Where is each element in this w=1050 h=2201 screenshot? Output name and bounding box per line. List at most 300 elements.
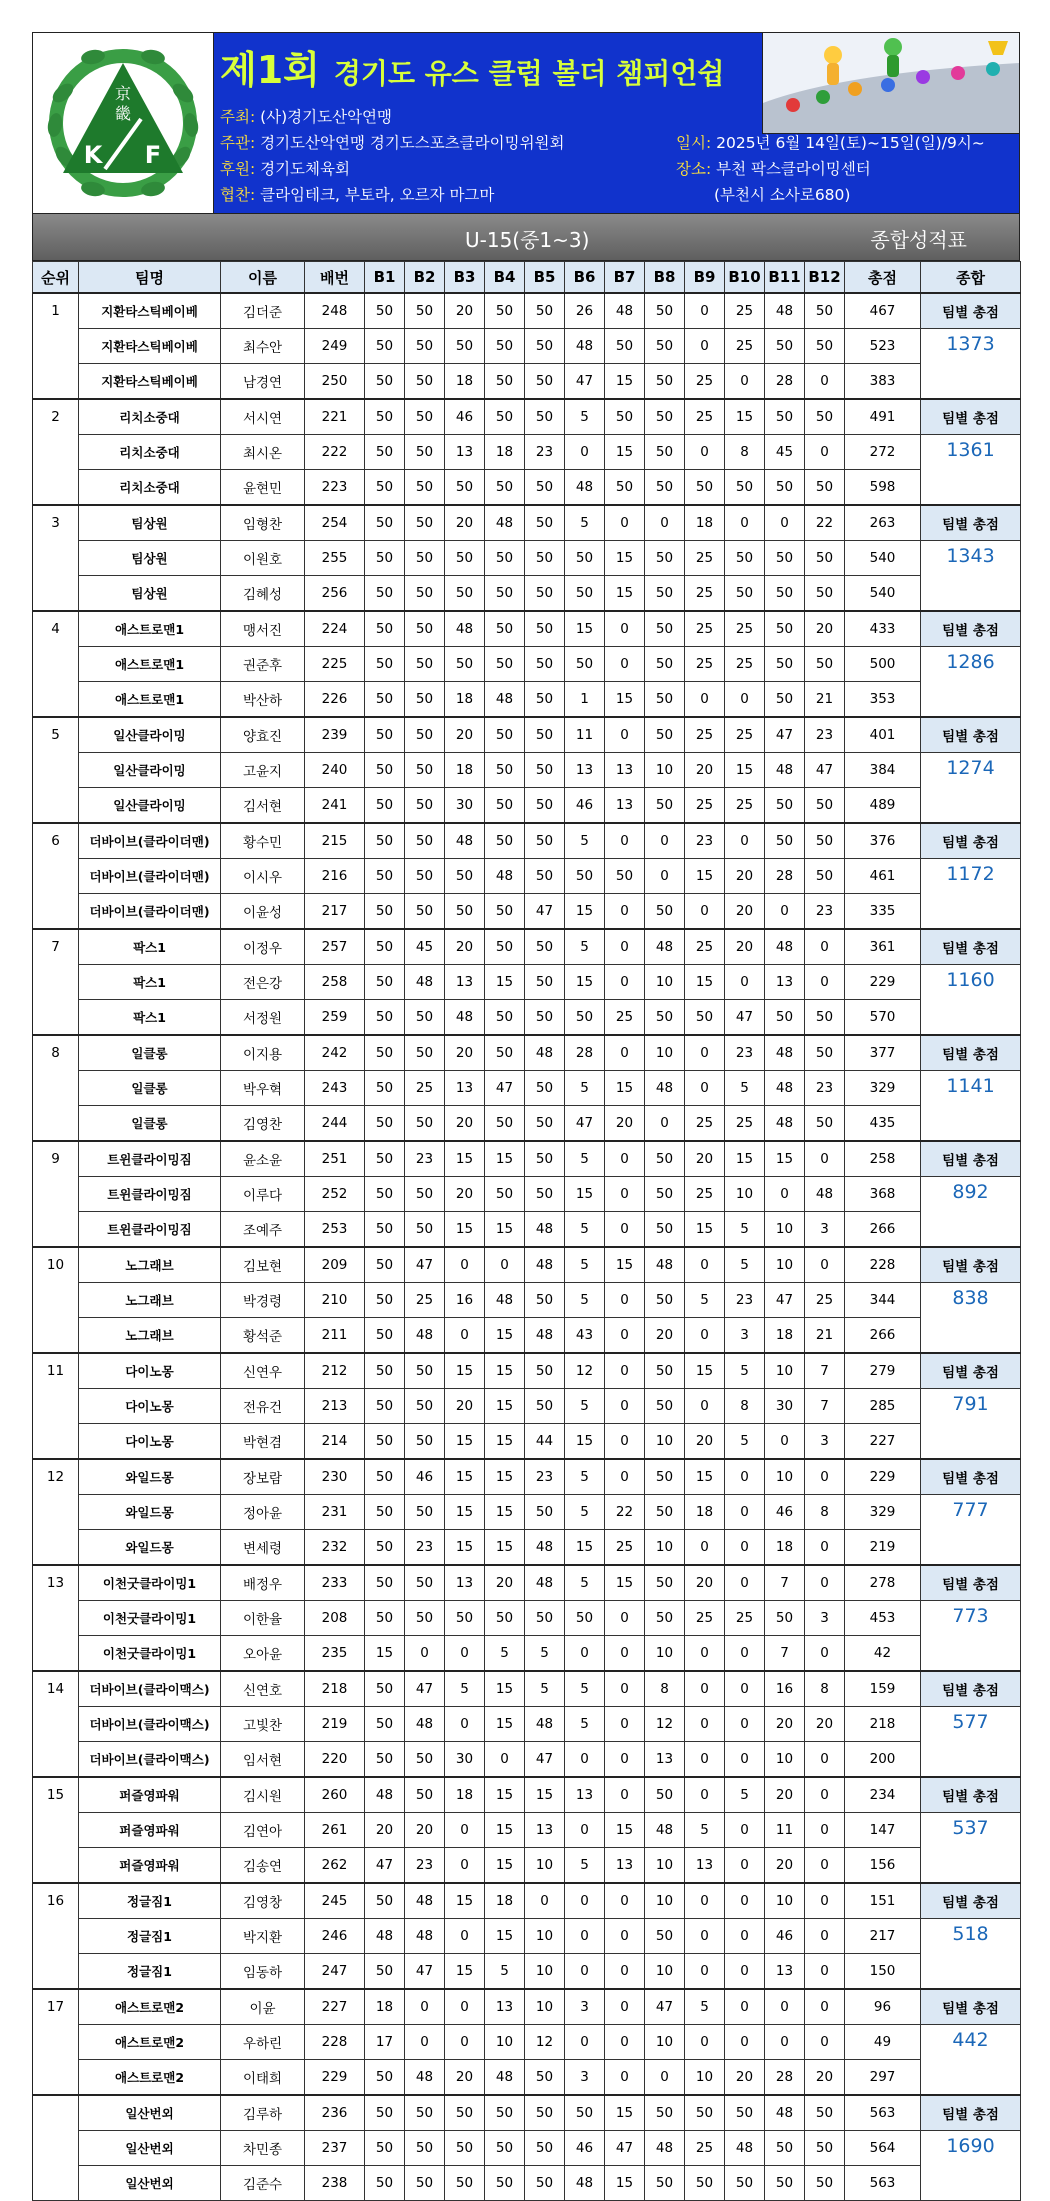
boulder-score-cell: 23 bbox=[405, 1141, 445, 1177]
boulder-score-cell: 5 bbox=[685, 1283, 725, 1318]
boulder-score-cell: 50 bbox=[365, 541, 405, 576]
boulder-score-cell: 50 bbox=[805, 1035, 845, 1071]
boulder-score-cell: 0 bbox=[805, 929, 845, 965]
bib-cell: 218 bbox=[305, 1671, 365, 1707]
boulder-score-cell: 0 bbox=[805, 1989, 845, 2025]
team-name-cell: 일산클라이밍 bbox=[79, 788, 221, 824]
athlete-total-cell: 218 bbox=[845, 1707, 921, 1742]
boulder-score-cell: 0 bbox=[805, 1530, 845, 1566]
boulder-score-cell: 50 bbox=[365, 1212, 405, 1248]
athlete-total-cell: 383 bbox=[845, 364, 921, 400]
athlete-name-cell: 황수민 bbox=[221, 823, 305, 859]
boulder-score-cell: 20 bbox=[685, 1141, 725, 1177]
boulder-score-cell: 15 bbox=[605, 435, 645, 470]
boulder-score-cell: 50 bbox=[365, 1424, 405, 1460]
boulder-score-cell: 0 bbox=[605, 717, 645, 753]
boulder-score-cell: 25 bbox=[725, 717, 765, 753]
boulder-score-cell: 0 bbox=[685, 293, 725, 329]
report-title: 종합성적표 bbox=[870, 228, 967, 252]
boulder-score-cell: 50 bbox=[685, 1000, 725, 1036]
boulder-score-cell: 50 bbox=[645, 470, 685, 506]
boulder-score-cell: 50 bbox=[805, 2131, 845, 2166]
column-header: B7 bbox=[605, 262, 645, 294]
athlete-total-cell: 150 bbox=[845, 1954, 921, 1990]
boulder-score-cell: 50 bbox=[645, 1919, 685, 1954]
team-name-cell: 퍼즐영파워 bbox=[79, 1777, 221, 1813]
boulder-score-cell: 50 bbox=[725, 2095, 765, 2131]
boulder-score-cell: 50 bbox=[405, 1106, 445, 1142]
athlete-total-cell: 229 bbox=[845, 1459, 921, 1495]
team-name-cell: 퍼즐영파워 bbox=[79, 1848, 221, 1884]
team-name-cell: 팍스1 bbox=[79, 929, 221, 965]
boulder-score-cell: 20 bbox=[445, 1106, 485, 1142]
boulder-score-cell: 12 bbox=[645, 1707, 685, 1742]
boulder-score-cell: 20 bbox=[365, 1813, 405, 1848]
team-name-cell: 일산번외 bbox=[79, 2095, 221, 2131]
boulder-score-cell: 50 bbox=[485, 1177, 525, 1212]
boulder-score-cell: 50 bbox=[525, 2131, 565, 2166]
boulder-score-cell: 5 bbox=[565, 1141, 605, 1177]
boulder-score-cell: 15 bbox=[445, 1353, 485, 1389]
boulder-score-cell: 15 bbox=[485, 1141, 525, 1177]
team-name-cell: 더바이브(클라이더맨) bbox=[79, 823, 221, 859]
boulder-score-cell: 20 bbox=[445, 929, 485, 965]
team-name-cell: 노그래브 bbox=[79, 1318, 221, 1354]
boulder-score-cell: 50 bbox=[805, 859, 845, 894]
bib-cell: 214 bbox=[305, 1424, 365, 1460]
boulder-score-cell: 48 bbox=[525, 1318, 565, 1354]
boulder-score-cell: 50 bbox=[405, 1389, 445, 1424]
boulder-score-cell: 0 bbox=[685, 1318, 725, 1354]
boulder-score-cell: 20 bbox=[445, 2060, 485, 2096]
team-total-label: 팀별 총점 bbox=[921, 1353, 1021, 1389]
boulder-score-cell: 25 bbox=[685, 364, 725, 400]
team-name-cell: 애스트로맨1 bbox=[79, 611, 221, 647]
boulder-score-cell: 50 bbox=[485, 329, 525, 364]
boulder-score-cell: 0 bbox=[605, 1459, 645, 1495]
team-name-cell: 이천굿클라이밍1 bbox=[79, 1601, 221, 1636]
boulder-score-cell: 50 bbox=[405, 2131, 445, 2166]
boulder-score-cell: 47 bbox=[765, 717, 805, 753]
boulder-score-cell: 10 bbox=[645, 965, 685, 1000]
boulder-score-cell: 0 bbox=[765, 1989, 805, 2025]
sponsor-line bbox=[220, 157, 350, 179]
table-row bbox=[33, 788, 1021, 824]
boulder-score-cell: 25 bbox=[685, 788, 725, 824]
boulder-score-cell: 15 bbox=[485, 1919, 525, 1954]
athlete-name-cell: 신연우 bbox=[221, 1353, 305, 1389]
boulder-score-cell: 0 bbox=[605, 1707, 645, 1742]
boulder-score-cell: 25 bbox=[605, 1530, 645, 1566]
boulder-score-cell: 15 bbox=[685, 965, 725, 1000]
team-name-cell: 일클롱 bbox=[79, 1035, 221, 1071]
boulder-score-cell: 50 bbox=[445, 859, 485, 894]
boulder-score-cell: 0 bbox=[805, 1848, 845, 1884]
boulder-score-cell: 50 bbox=[445, 470, 485, 506]
boulder-score-cell: 18 bbox=[445, 1777, 485, 1813]
boulder-score-cell: 47 bbox=[765, 1283, 805, 1318]
boulder-score-cell: 0 bbox=[765, 2025, 805, 2060]
table-row bbox=[33, 717, 1021, 753]
team-total-label: 팀별 총점 bbox=[921, 1141, 1021, 1177]
boulder-score-cell: 50 bbox=[485, 788, 525, 824]
boulder-score-cell: 10 bbox=[765, 1883, 805, 1919]
boulder-score-cell: 15 bbox=[485, 1671, 525, 1707]
boulder-score-cell: 18 bbox=[445, 364, 485, 400]
team-total-value: 1274 bbox=[921, 753, 1021, 824]
boulder-score-cell: 20 bbox=[445, 1389, 485, 1424]
boulder-score-cell: 5 bbox=[565, 1283, 605, 1318]
table-row bbox=[33, 1106, 1021, 1142]
column-header: B2 bbox=[405, 262, 445, 294]
boulder-score-cell: 5 bbox=[565, 1247, 605, 1283]
athlete-name-cell: 박지환 bbox=[221, 1919, 305, 1954]
boulder-score-cell: 15 bbox=[725, 753, 765, 788]
team-total-label: 팀별 총점 bbox=[921, 1671, 1021, 1707]
boulder-score-cell: 50 bbox=[405, 435, 445, 470]
boulder-score-cell: 0 bbox=[405, 1989, 445, 2025]
boulder-score-cell: 50 bbox=[645, 2095, 685, 2131]
boulder-score-cell: 23 bbox=[725, 1035, 765, 1071]
boulder-score-cell: 0 bbox=[685, 329, 725, 364]
boulder-score-cell: 0 bbox=[805, 1565, 845, 1601]
boulder-score-cell: 21 bbox=[805, 1318, 845, 1354]
boulder-score-cell: 50 bbox=[365, 717, 405, 753]
boulder-score-cell: 0 bbox=[485, 1247, 525, 1283]
boulder-score-cell: 25 bbox=[725, 647, 765, 682]
boulder-score-cell: 0 bbox=[725, 1883, 765, 1919]
boulder-score-cell: 0 bbox=[685, 1071, 725, 1106]
boulder-score-cell: 50 bbox=[485, 1601, 525, 1636]
athlete-total-cell: 500 bbox=[845, 647, 921, 682]
boulder-score-cell: 0 bbox=[805, 1813, 845, 1848]
boulder-score-cell: 50 bbox=[765, 823, 805, 859]
boulder-score-cell: 15 bbox=[565, 1177, 605, 1212]
boulder-score-cell: 50 bbox=[365, 1177, 405, 1212]
boulder-score-cell: 0 bbox=[605, 1035, 645, 1071]
boulder-score-cell: 50 bbox=[365, 894, 405, 930]
boulder-score-cell: 50 bbox=[525, 2095, 565, 2131]
boulder-score-cell: 50 bbox=[485, 576, 525, 612]
boulder-score-cell: 50 bbox=[765, 611, 805, 647]
team-total-value: 1361 bbox=[921, 435, 1021, 506]
boulder-score-cell: 50 bbox=[365, 1459, 405, 1495]
boulder-score-cell: 23 bbox=[405, 1848, 445, 1884]
boulder-score-cell: 25 bbox=[405, 1283, 445, 1318]
team-name-cell: 애스트로맨2 bbox=[79, 1989, 221, 2025]
boulder-score-cell: 50 bbox=[645, 1777, 685, 1813]
boulder-score-cell: 50 bbox=[365, 1389, 405, 1424]
table-row bbox=[33, 2166, 1021, 2201]
boulder-score-cell: 28 bbox=[765, 364, 805, 400]
athlete-name-cell: 서시연 bbox=[221, 399, 305, 435]
athlete-name-cell: 황석준 bbox=[221, 1318, 305, 1354]
boulder-score-cell: 50 bbox=[645, 1459, 685, 1495]
boulder-score-cell: 50 bbox=[365, 435, 405, 470]
boulder-score-cell: 13 bbox=[765, 965, 805, 1000]
address-value: (부천시 소사로680) bbox=[714, 186, 851, 204]
boulder-score-cell: 20 bbox=[605, 1106, 645, 1142]
athlete-total-cell: 266 bbox=[845, 1212, 921, 1248]
boulder-score-cell: 50 bbox=[365, 2166, 405, 2201]
boulder-score-cell: 13 bbox=[525, 1813, 565, 1848]
boulder-score-cell: 5 bbox=[445, 1671, 485, 1707]
boulder-score-cell: 20 bbox=[685, 1424, 725, 1460]
boulder-score-cell: 20 bbox=[405, 1813, 445, 1848]
boulder-score-cell: 50 bbox=[525, 364, 565, 400]
boulder-score-cell: 0 bbox=[725, 1848, 765, 1884]
bib-cell: 260 bbox=[305, 1777, 365, 1813]
boulder-score-cell: 21 bbox=[805, 682, 845, 718]
boulder-score-cell: 0 bbox=[445, 1636, 485, 1672]
boulder-score-cell: 0 bbox=[645, 2060, 685, 2096]
boulder-score-cell: 18 bbox=[485, 1883, 525, 1919]
athlete-total-cell: 384 bbox=[845, 753, 921, 788]
boulder-score-cell: 50 bbox=[605, 470, 645, 506]
rank-cell: 15 bbox=[33, 1777, 79, 1883]
boulder-score-cell: 5 bbox=[525, 1671, 565, 1707]
boulder-score-cell: 0 bbox=[605, 1636, 645, 1672]
boulder-score-cell: 50 bbox=[765, 541, 805, 576]
boulder-score-cell: 50 bbox=[405, 1177, 445, 1212]
bib-cell: 233 bbox=[305, 1565, 365, 1601]
boulder-score-cell: 20 bbox=[685, 753, 725, 788]
boulder-score-cell: 50 bbox=[525, 859, 565, 894]
team-total-value: 1343 bbox=[921, 541, 1021, 612]
boulder-score-cell: 12 bbox=[565, 1353, 605, 1389]
boulder-score-cell: 13 bbox=[765, 1954, 805, 1990]
boulder-score-cell: 5 bbox=[565, 1495, 605, 1530]
boulder-score-cell: 50 bbox=[805, 823, 845, 859]
boulder-score-cell: 50 bbox=[485, 2131, 525, 2166]
boulder-score-cell: 5 bbox=[565, 399, 605, 435]
boulder-score-cell: 50 bbox=[525, 2166, 565, 2201]
organizer-label: 주관: bbox=[220, 134, 256, 152]
boulder-score-cell: 50 bbox=[525, 576, 565, 612]
team-total-label: 팀별 총점 bbox=[921, 293, 1021, 329]
boulder-score-cell: 0 bbox=[765, 505, 805, 541]
bib-cell: 228 bbox=[305, 2025, 365, 2060]
athlete-total-cell: 297 bbox=[845, 2060, 921, 2096]
boulder-score-cell: 3 bbox=[565, 1989, 605, 2025]
boulder-score-cell: 25 bbox=[725, 611, 765, 647]
team-total-label: 팀별 총점 bbox=[921, 1777, 1021, 1813]
athlete-total-cell: 570 bbox=[845, 1000, 921, 1036]
athlete-name-cell: 양효진 bbox=[221, 717, 305, 753]
boulder-score-cell: 50 bbox=[645, 1565, 685, 1601]
team-total-value: 791 bbox=[921, 1389, 1021, 1460]
boulder-score-cell: 20 bbox=[725, 2060, 765, 2096]
athlete-total-cell: 272 bbox=[845, 435, 921, 470]
team-total-value: 777 bbox=[921, 1495, 1021, 1566]
boulder-score-cell: 0 bbox=[605, 894, 645, 930]
boulder-score-cell: 15 bbox=[485, 1495, 525, 1530]
boulder-score-cell: 50 bbox=[645, 894, 685, 930]
boulder-score-cell: 5 bbox=[725, 1777, 765, 1813]
boulder-score-cell: 0 bbox=[725, 1671, 765, 1707]
team-name-cell: 애스트로맨1 bbox=[79, 682, 221, 718]
boulder-score-cell: 15 bbox=[525, 1777, 565, 1813]
boulder-score-cell: 5 bbox=[685, 1813, 725, 1848]
table-row bbox=[33, 823, 1021, 859]
boulder-score-cell: 15 bbox=[685, 1212, 725, 1248]
boulder-score-cell: 10 bbox=[645, 1035, 685, 1071]
team-name-cell: 다이노몽 bbox=[79, 1389, 221, 1424]
boulder-score-cell: 0 bbox=[445, 1989, 485, 2025]
boulder-score-cell: 15 bbox=[685, 1353, 725, 1389]
boulder-score-cell: 50 bbox=[645, 1141, 685, 1177]
boulder-score-cell: 50 bbox=[525, 647, 565, 682]
team-total-value: 1286 bbox=[921, 647, 1021, 718]
bib-cell: 244 bbox=[305, 1106, 365, 1142]
boulder-score-cell: 15 bbox=[565, 611, 605, 647]
team-name-cell: 일산클라이밍 bbox=[79, 753, 221, 788]
column-header: B11 bbox=[765, 262, 805, 294]
boulder-score-cell: 50 bbox=[525, 611, 565, 647]
rank-cell: 1 bbox=[33, 293, 79, 399]
athlete-total-cell: 42 bbox=[845, 1636, 921, 1672]
bib-cell: 221 bbox=[305, 399, 365, 435]
boulder-score-cell: 15 bbox=[445, 1424, 485, 1460]
boulder-score-cell: 0 bbox=[445, 2025, 485, 2060]
boulder-score-cell: 50 bbox=[765, 399, 805, 435]
boulder-score-cell: 10 bbox=[645, 1530, 685, 1566]
rank-cell: 13 bbox=[33, 1565, 79, 1671]
column-header: B5 bbox=[525, 262, 565, 294]
boulder-score-cell: 50 bbox=[365, 1707, 405, 1742]
boulder-score-cell: 50 bbox=[765, 1000, 805, 1036]
boulder-score-cell: 5 bbox=[485, 1954, 525, 1990]
boulder-score-cell: 0 bbox=[725, 823, 765, 859]
athlete-total-cell: 266 bbox=[845, 1318, 921, 1354]
boulder-score-cell: 0 bbox=[605, 1954, 645, 1990]
boulder-score-cell: 47 bbox=[525, 1742, 565, 1778]
boulder-score-cell: 0 bbox=[685, 894, 725, 930]
boulder-score-cell: 18 bbox=[365, 1989, 405, 2025]
boulder-score-cell: 8 bbox=[725, 1389, 765, 1424]
team-total-label: 팀별 총점 bbox=[921, 717, 1021, 753]
team-total-label: 팀별 총점 bbox=[921, 1459, 1021, 1495]
host-line bbox=[220, 105, 392, 127]
boulder-score-cell: 5 bbox=[565, 1707, 605, 1742]
team-name-cell: 지환타스틱베이베 bbox=[79, 364, 221, 400]
athlete-total-cell: 353 bbox=[845, 682, 921, 718]
boulder-score-cell: 5 bbox=[725, 1212, 765, 1248]
athlete-total-cell: 279 bbox=[845, 1353, 921, 1389]
boulder-score-cell: 50 bbox=[645, 611, 685, 647]
boulder-score-cell: 30 bbox=[765, 1389, 805, 1424]
team-name-cell: 와일드몽 bbox=[79, 1530, 221, 1566]
boulder-score-cell: 0 bbox=[605, 1742, 645, 1778]
boulder-score-cell: 50 bbox=[725, 541, 765, 576]
boulder-score-cell: 13 bbox=[565, 1777, 605, 1813]
boulder-score-cell: 50 bbox=[485, 364, 525, 400]
boulder-score-cell: 0 bbox=[645, 505, 685, 541]
athlete-name-cell: 최수안 bbox=[221, 329, 305, 364]
boulder-score-cell: 0 bbox=[605, 1919, 645, 1954]
boulder-score-cell: 50 bbox=[805, 541, 845, 576]
boulder-score-cell: 0 bbox=[445, 1919, 485, 1954]
boulder-score-cell: 0 bbox=[805, 1883, 845, 1919]
team-total-value: 1141 bbox=[921, 1071, 1021, 1142]
boulder-score-cell: 0 bbox=[805, 1742, 845, 1778]
boulder-score-cell: 25 bbox=[685, 929, 725, 965]
boulder-score-cell: 50 bbox=[645, 435, 685, 470]
team-total-value: 577 bbox=[921, 1707, 1021, 1778]
team-total-value: 518 bbox=[921, 1919, 1021, 1990]
athlete-name-cell: 고빛찬 bbox=[221, 1707, 305, 1742]
table-row bbox=[33, 1177, 1021, 1212]
boulder-score-cell: 20 bbox=[445, 717, 485, 753]
team-total-value: 892 bbox=[921, 1177, 1021, 1248]
boulder-score-cell: 8 bbox=[805, 1671, 845, 1707]
table-row bbox=[33, 2131, 1021, 2166]
boulder-score-cell: 47 bbox=[605, 2131, 645, 2166]
boulder-score-cell: 22 bbox=[805, 505, 845, 541]
column-header: 순위 bbox=[33, 262, 79, 294]
boulder-score-cell: 0 bbox=[685, 1389, 725, 1424]
boulder-score-cell: 0 bbox=[445, 1813, 485, 1848]
boulder-score-cell: 10 bbox=[525, 1919, 565, 1954]
boulder-score-cell: 28 bbox=[765, 859, 805, 894]
table-row bbox=[33, 1495, 1021, 1530]
boulder-score-cell: 0 bbox=[805, 1954, 845, 1990]
boulder-score-cell: 15 bbox=[485, 1707, 525, 1742]
athlete-total-cell: 461 bbox=[845, 859, 921, 894]
athlete-name-cell: 김영창 bbox=[221, 1883, 305, 1919]
team-name-cell: 더바이브(클라이더맨) bbox=[79, 859, 221, 894]
athlete-name-cell: 이지용 bbox=[221, 1035, 305, 1071]
boulder-score-cell: 50 bbox=[805, 329, 845, 364]
boulder-score-cell: 48 bbox=[645, 929, 685, 965]
athlete-name-cell: 김시원 bbox=[221, 1777, 305, 1813]
boulder-score-cell: 50 bbox=[405, 682, 445, 718]
boulder-score-cell: 50 bbox=[405, 1000, 445, 1036]
athlete-name-cell: 이윤 bbox=[221, 1989, 305, 2025]
boulder-score-cell: 0 bbox=[725, 682, 765, 718]
team-total-label: 팀별 총점 bbox=[921, 1247, 1021, 1283]
boulder-score-cell: 0 bbox=[605, 611, 645, 647]
athlete-name-cell: 임형찬 bbox=[221, 505, 305, 541]
boulder-score-cell: 15 bbox=[605, 1813, 645, 1848]
bib-cell: 253 bbox=[305, 1212, 365, 1248]
athlete-name-cell: 우하린 bbox=[221, 2025, 305, 2060]
boulder-score-cell: 0 bbox=[725, 1459, 765, 1495]
boulder-score-cell: 45 bbox=[405, 929, 445, 965]
boulder-score-cell: 47 bbox=[645, 1989, 685, 2025]
boulder-score-cell: 48 bbox=[525, 1212, 565, 1248]
boulder-score-cell: 0 bbox=[805, 1141, 845, 1177]
climber-illustration bbox=[762, 33, 1019, 134]
boulder-score-cell: 0 bbox=[565, 1919, 605, 1954]
boulder-score-cell: 15 bbox=[445, 1141, 485, 1177]
boulder-score-cell: 50 bbox=[525, 965, 565, 1000]
column-header: B1 bbox=[365, 262, 405, 294]
boulder-score-cell: 1 bbox=[565, 682, 605, 718]
boulder-score-cell: 50 bbox=[405, 1565, 445, 1601]
boulder-score-cell: 20 bbox=[805, 2060, 845, 2096]
boulder-score-cell: 50 bbox=[645, 1601, 685, 1636]
boulder-score-cell: 48 bbox=[565, 470, 605, 506]
climbing-wall-icon bbox=[763, 33, 1019, 133]
table-row bbox=[33, 1848, 1021, 1884]
table-row bbox=[33, 1247, 1021, 1283]
boulder-score-cell: 15 bbox=[445, 1495, 485, 1530]
boulder-score-cell: 47 bbox=[565, 1106, 605, 1142]
boulder-score-cell: 50 bbox=[725, 2166, 765, 2201]
team-name-cell: 와일드몽 bbox=[79, 1459, 221, 1495]
boulder-score-cell: 50 bbox=[405, 647, 445, 682]
